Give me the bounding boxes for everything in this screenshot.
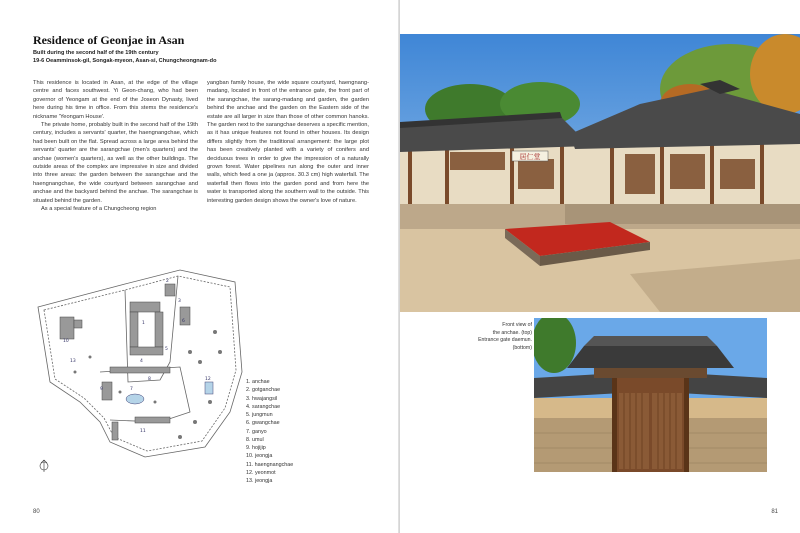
plan-labels	[63, 278, 211, 434]
legend-item: 2. gotganchae	[246, 387, 281, 394]
legend-item: 8. umul	[246, 436, 264, 443]
plan-legend	[246, 378, 293, 485]
page-number-right: 81	[771, 509, 778, 515]
caption-line: Entrance gate daemun.	[478, 337, 532, 344]
paragraph-4: yangban family house, the wide square courtyard, haengnang-madang, located in front of the entrance gate, the front part of the sarangchae, the sarang-madang and garden, the garden behind the anchae and the garden on the Eastern side of the estate are all larger in size than those of other common hanoks. The garden next to the sarangchae deserves a specific mention, as it has unique features not found in other houses. Its design differs slightly from the traditional arrangement: the large plot has been creatively planted with a variety of conifers and deciduous trees in order to give the impression of a naturally grown forest. Water pipelines run along the outer and inner walls, which feed a one ja (approx. 30.3 cm) high waterfall. The waterfall then flows into the garden pond and from here the water is transported along the southern wall to the outside. This interesting garden design shows the owner's love of nature.	[207, 80, 369, 204]
legend-item: 5. jungmun	[246, 412, 273, 418]
site-plan	[30, 262, 250, 472]
plan-label-7: 7	[130, 387, 133, 392]
page-subtitle	[33, 49, 216, 65]
subtitle-address: 19-6 Oeamminsok-gil, Songak-myeon, Asan-si, Chungcheongnam-do	[33, 58, 217, 64]
legend-item: 12. yeonmot	[246, 469, 276, 476]
text-column-2	[207, 79, 369, 205]
plan-buildings	[60, 284, 190, 440]
page-title: Residence of Geonjae in Asan	[33, 33, 185, 47]
page-number-left: 80	[33, 509, 40, 515]
photo-anchae-front	[400, 34, 800, 312]
caption-line: Front view of	[502, 322, 532, 328]
plan-label-10: 10	[63, 339, 69, 344]
paragraph-1: This residence is located in Asan, at the edge of the village centre and faces southwest. Yi Geon-chang, who had been governor of Yeongam at the end of the Joseon Dynasty, lived here during his time in office. From this stems the residence's nickname 'Yeongam House'.	[33, 80, 198, 120]
right-page	[400, 0, 800, 533]
caption-line: (bottom)	[512, 344, 532, 351]
plan-label-8: 8	[148, 377, 151, 382]
legend-item: 11. haengnangchae	[246, 461, 294, 468]
plan-pond	[126, 382, 213, 404]
plan-label-13: 13	[70, 359, 76, 364]
building-sign: 居仁堂	[519, 153, 541, 161]
legend-item: 1. anchae	[246, 379, 270, 385]
plan-label-4: 4	[140, 359, 143, 364]
text-column-1	[33, 79, 198, 214]
plan-label-12: 12	[205, 377, 211, 382]
gate-illustration	[534, 318, 767, 472]
plan-label-5: 5	[165, 347, 168, 352]
plan-label-3: 3	[178, 299, 181, 304]
legend-item: 9. hojijip	[246, 445, 266, 451]
anchae-illustration	[400, 34, 800, 312]
plan-label-9: 9	[100, 387, 103, 392]
plan-label-2: 2	[166, 279, 169, 284]
north-arrow-icon	[40, 460, 48, 472]
subtitle-date: Built during the second half of the 19th century	[33, 50, 159, 56]
plan-label-11: 11	[140, 429, 146, 434]
plan-label-6: 6	[182, 319, 185, 324]
photo-caption	[460, 322, 532, 352]
paragraph-3: As a special feature of a Chungcheong region	[41, 206, 157, 213]
legend-item: 13. jeongja	[246, 478, 273, 484]
legend-item: 6. gwangchae	[246, 420, 280, 427]
legend-item: 7. ganyo	[246, 428, 267, 435]
legend-item: 4. sarangchae	[246, 403, 281, 410]
legend-item: 3. hwajangsil	[246, 395, 278, 402]
legend-item: 10. jeongja	[246, 453, 273, 460]
paragraph-2: The private home, probably built in the second half of the 19th century, includes a servants' quarter, the haengnangchae, which had been built on the flat. Spread across a large area behind the servants' quarter are the sarangchae (men's quarters) and the anchae (women's quarters), as well as the other buildings. The outside areas of the complex are impressive in size and divided into three areas: the garden between the sarangchae and the haengnangchae, the wide courtyard between sarangchae and anchae and the backyard behind the anchae. The sarangchae is situated behind the garden.	[33, 122, 198, 204]
photo-entrance-gate	[534, 318, 767, 472]
caption-line: the anchae. (top)	[492, 329, 532, 336]
plan-label-1: 1	[142, 321, 145, 326]
